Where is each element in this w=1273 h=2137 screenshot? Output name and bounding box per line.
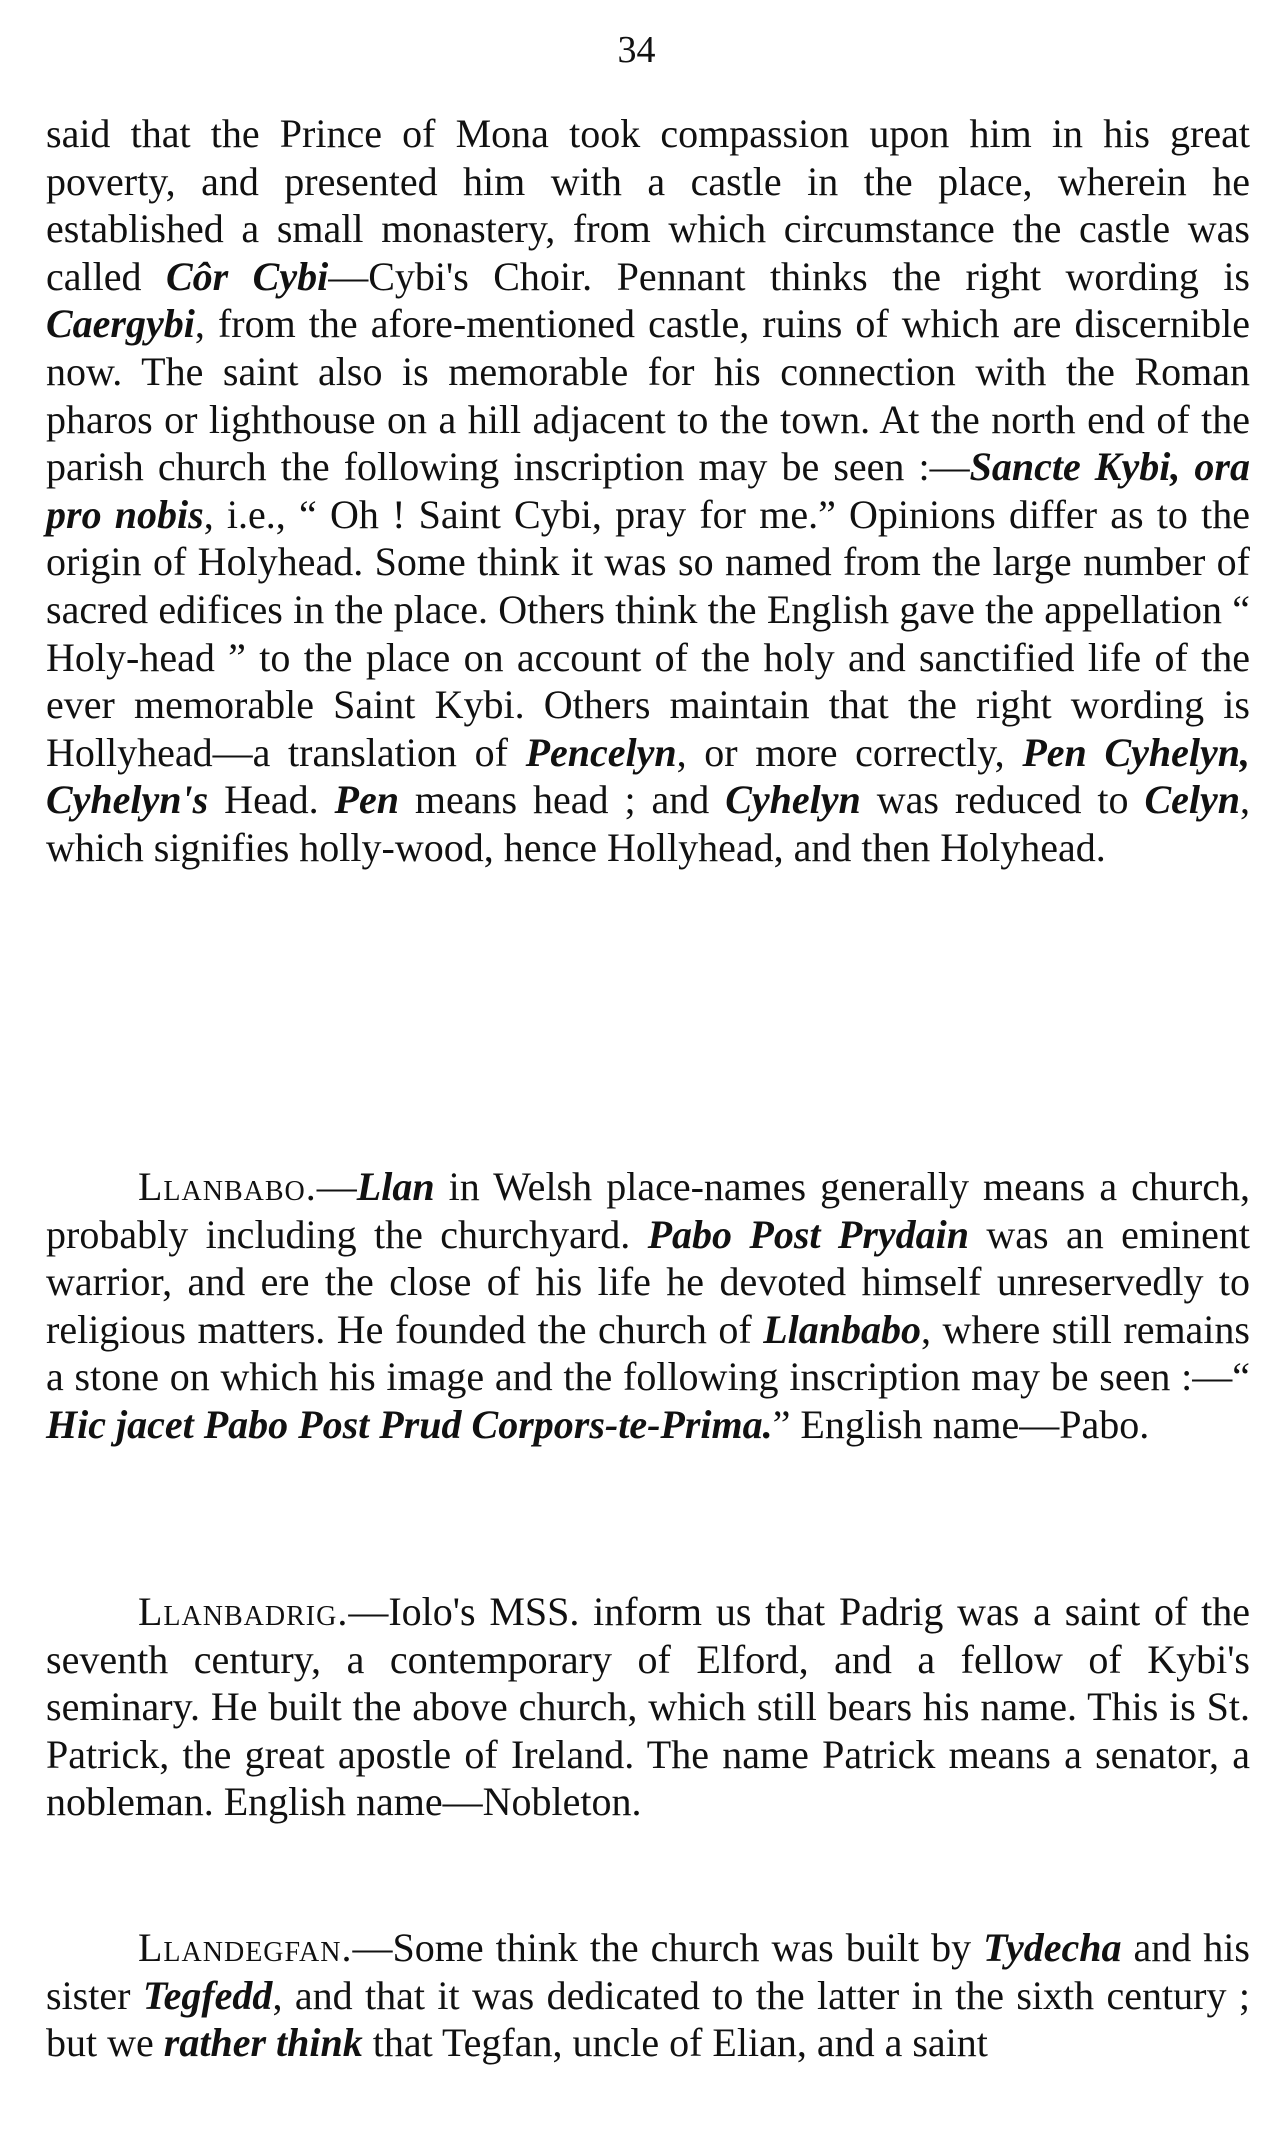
text-run: —Iolo's MSS. inform us that Padrig was a saint of the seventh century, a contemporary of Elford, and a fellow of Kybi's seminary. He built the above church, which still bears his name. This is St. Patrick, the great apostle of Ireland. The name Patrick means a senator, a nobleman. English name—Nobleton. xyxy=(46,1589,1250,1825)
italic-term: Pencelyn xyxy=(525,729,677,775)
italic-term: Cyhelyn xyxy=(725,777,861,823)
italic-term: Hic jacet Pabo Post Prud Corpors-te-Prima. xyxy=(46,1401,773,1447)
text-run: —Some think the church was built by xyxy=(352,1925,984,1970)
entry-heading: Llanbabo. xyxy=(138,1164,317,1209)
italic-term: Llanbabo xyxy=(763,1306,922,1352)
italic-term: Côr Cybi xyxy=(165,253,329,299)
italic-term: Pabo Post Prydain xyxy=(647,1211,970,1257)
page-number: 34 xyxy=(617,29,656,71)
text-run: , which signifies holly-wood, hence Hollyhead, and then Holyhead. xyxy=(46,777,1250,870)
text-run: , where still remains a stone on which his image and the following inscription may be seen :—“ xyxy=(46,1306,1250,1400)
italic-term: Tegfedd xyxy=(142,1972,273,2018)
text-run: , and that it was dedicated to the latter in the sixth century ; but we xyxy=(46,1972,1251,2066)
text-run: , from the afore-mentioned castle, ruins of which are discernible now. The saint also is memorable for his connection with the Roman pharos or lighthouse on a hill adjacent to the town. At the north end of the parish church the following inscription may be seen :— xyxy=(46,301,1250,490)
italic-term: Sancte Kybi, ora pro nobis xyxy=(46,444,1250,537)
text-run: that Tegfan, uncle of Elian, and a saint xyxy=(362,2020,988,2066)
text-run: and his sister xyxy=(46,1925,1250,2018)
text-run: was reduced to xyxy=(860,777,1145,823)
entry-heading: Llanbadrig. xyxy=(138,1589,349,1634)
paragraph-llandegfan xyxy=(46,1924,1250,2067)
italic-term: Pen xyxy=(334,777,399,823)
text-run: — xyxy=(316,1164,357,1209)
italic-term: Pen Cyhelyn, Cyhelyn's xyxy=(46,729,1250,823)
paragraph-llanbabo xyxy=(46,1163,1250,1449)
italic-term: rather think xyxy=(163,2020,363,2066)
italic-term: Celyn xyxy=(1144,777,1240,823)
paragraph-llanbadrig xyxy=(46,1588,1250,1826)
text-run: —Cybi's Choir. Pennant thinks the right wording is xyxy=(328,253,1250,299)
paragraph-holyhead-continued xyxy=(46,110,1250,872)
text-run: , i.e., “ Oh ! Saint Cybi, pray for me.” Opinions differ as to the origin of Holyhead. Some think it was so named from the large number of sacred edifices in the place. Others think the English gave the appellation “ Holy-head ” to the place on account of the holy and sanctified life of the ever memorable Saint Kybi. Others maintain that the right wording is Hollyhead—a translation of xyxy=(46,491,1250,775)
text-run: said that the Prince of Mona took compassion upon him in his great poverty, and presented him with a castle in the place, wherein he established a small monastery, from which circumstance the castle was called xyxy=(46,111,1250,299)
italic-term: Caergybi xyxy=(46,301,195,347)
text-run: in Welsh place-names generally means a church, probably including the churchyard. xyxy=(46,1164,1250,1257)
text-run: means head ; and xyxy=(398,777,726,823)
text-run: Head. xyxy=(208,777,335,823)
text-run: ” English name—Pabo. xyxy=(772,1401,1150,1447)
text-run: was an eminent warrior, and ere the close of his life he devoted himself unreservedly to religious matters. He founded the church of xyxy=(46,1211,1250,1352)
entry-heading: Llandegfan. xyxy=(138,1925,353,1970)
italic-term: Llan xyxy=(356,1164,435,1209)
text-run: , or more correctly, xyxy=(676,729,1023,775)
italic-term: Tydecha xyxy=(983,1925,1122,1970)
